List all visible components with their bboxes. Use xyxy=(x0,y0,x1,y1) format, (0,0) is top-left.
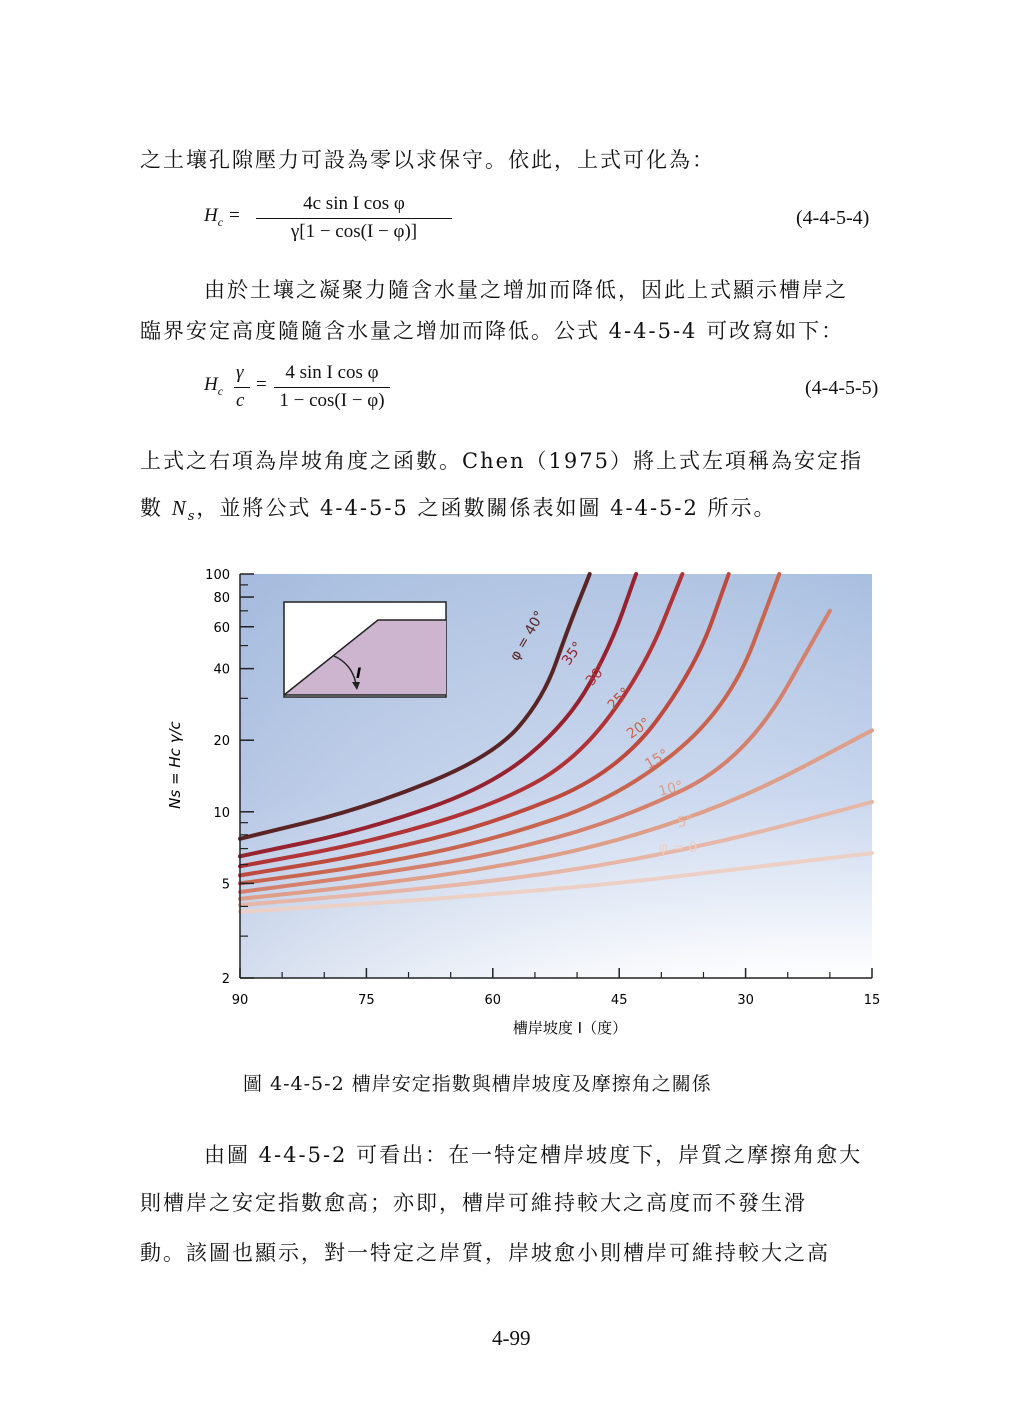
y-tick-label: 60 xyxy=(213,620,230,636)
paragraph-line: 數 $N_s$，並將公式 4-4-5-5 之函數關係表如圖 4-4-5-2 所示。 xyxy=(140,496,777,525)
series-label: 25° xyxy=(604,684,634,714)
equation-number: (4-4-5-4) xyxy=(796,207,870,229)
series-label: 10° xyxy=(656,778,686,801)
paragraph-line: 則槽岸之安定指數愈高；亦即，槽岸可維持較大之高度而不發生滑 xyxy=(140,1191,807,1215)
equation-denominator: 1 − cos(I − φ) xyxy=(279,390,385,411)
x-tick-label: 90 xyxy=(231,993,249,1008)
paragraph-line: 上式之右項為岸坡角度之函數。Chen（1975）將上式左項稱為安定指 xyxy=(140,449,863,473)
equals-sign: = xyxy=(256,374,267,395)
paragraph-line: 之土壤孔隙壓力可設為零以求保守。依此，上式可化為： xyxy=(140,148,715,172)
y-tick-label: 40 xyxy=(213,662,230,678)
equation-lhs: $H_c$ xyxy=(204,374,224,398)
series-label: 30° xyxy=(582,659,612,690)
y-tick-label: 10 xyxy=(213,805,230,821)
y-tick-label: 80 xyxy=(213,591,230,607)
y-axis-title: Ns = Hc γ/c xyxy=(166,721,184,809)
series-label: φ = 40° xyxy=(506,608,549,664)
page-number: 4-99 xyxy=(492,1326,531,1350)
series-label: 15° xyxy=(642,746,672,773)
equation-lhs: $H_c$ = xyxy=(204,205,241,229)
y-tick-label: 100 xyxy=(205,568,230,583)
paragraph-line: 動。該圖也顯示，對一特定之岸質，岸坡愈小則槽岸可維持較大之高 xyxy=(140,1241,830,1265)
figure-caption: 圖 4-4-5-2 槽岸安定指數與槽岸坡度及摩擦角之關係 xyxy=(243,1073,712,1095)
series-label: 20° xyxy=(623,715,654,743)
series-label: 35° xyxy=(559,638,587,669)
x-tick-label: 30 xyxy=(737,993,754,1008)
y-tick-label: 20 xyxy=(213,734,230,750)
x-tick-label: 15 xyxy=(863,993,881,1008)
equation-numerator: 4 sin I cos φ xyxy=(285,362,379,383)
paragraph-line: 由圖 4-4-5-2 可看出：在一特定槽岸坡度下，岸質之摩擦角愈大 xyxy=(204,1143,863,1167)
x-tick-label: 60 xyxy=(484,993,502,1008)
x-tick-label: 75 xyxy=(358,993,375,1008)
series-label: 5° xyxy=(676,813,695,832)
x-tick-label: 45 xyxy=(610,993,628,1008)
gamma-over-c: γ xyxy=(236,362,244,383)
slope-inset-diagram xyxy=(284,602,446,697)
y-tick-label: 5 xyxy=(221,877,230,893)
y-tick-label: 2 xyxy=(221,972,230,987)
inset-angle-label: I xyxy=(356,666,362,682)
series-label: φ = 0 xyxy=(658,840,698,856)
gamma-over-c-den: c xyxy=(236,390,245,411)
equation-denominator: γ[1 − cos(I − φ)] xyxy=(290,221,418,242)
paragraph-line: 臨界安定高度隨隨含水量之增加而降低。公式 4-4-5-4 可改寫如下： xyxy=(140,319,845,343)
equation-numerator: 4c sin I cos φ xyxy=(303,193,405,214)
x-axis-title: 槽岸坡度 I（度） xyxy=(512,1019,628,1037)
equation-number: (4-4-5-5) xyxy=(805,377,879,399)
paragraph-line: 由於土壤之凝聚力隨含水量之增加而降低，因此上式顯示槽岸之 xyxy=(204,278,848,302)
